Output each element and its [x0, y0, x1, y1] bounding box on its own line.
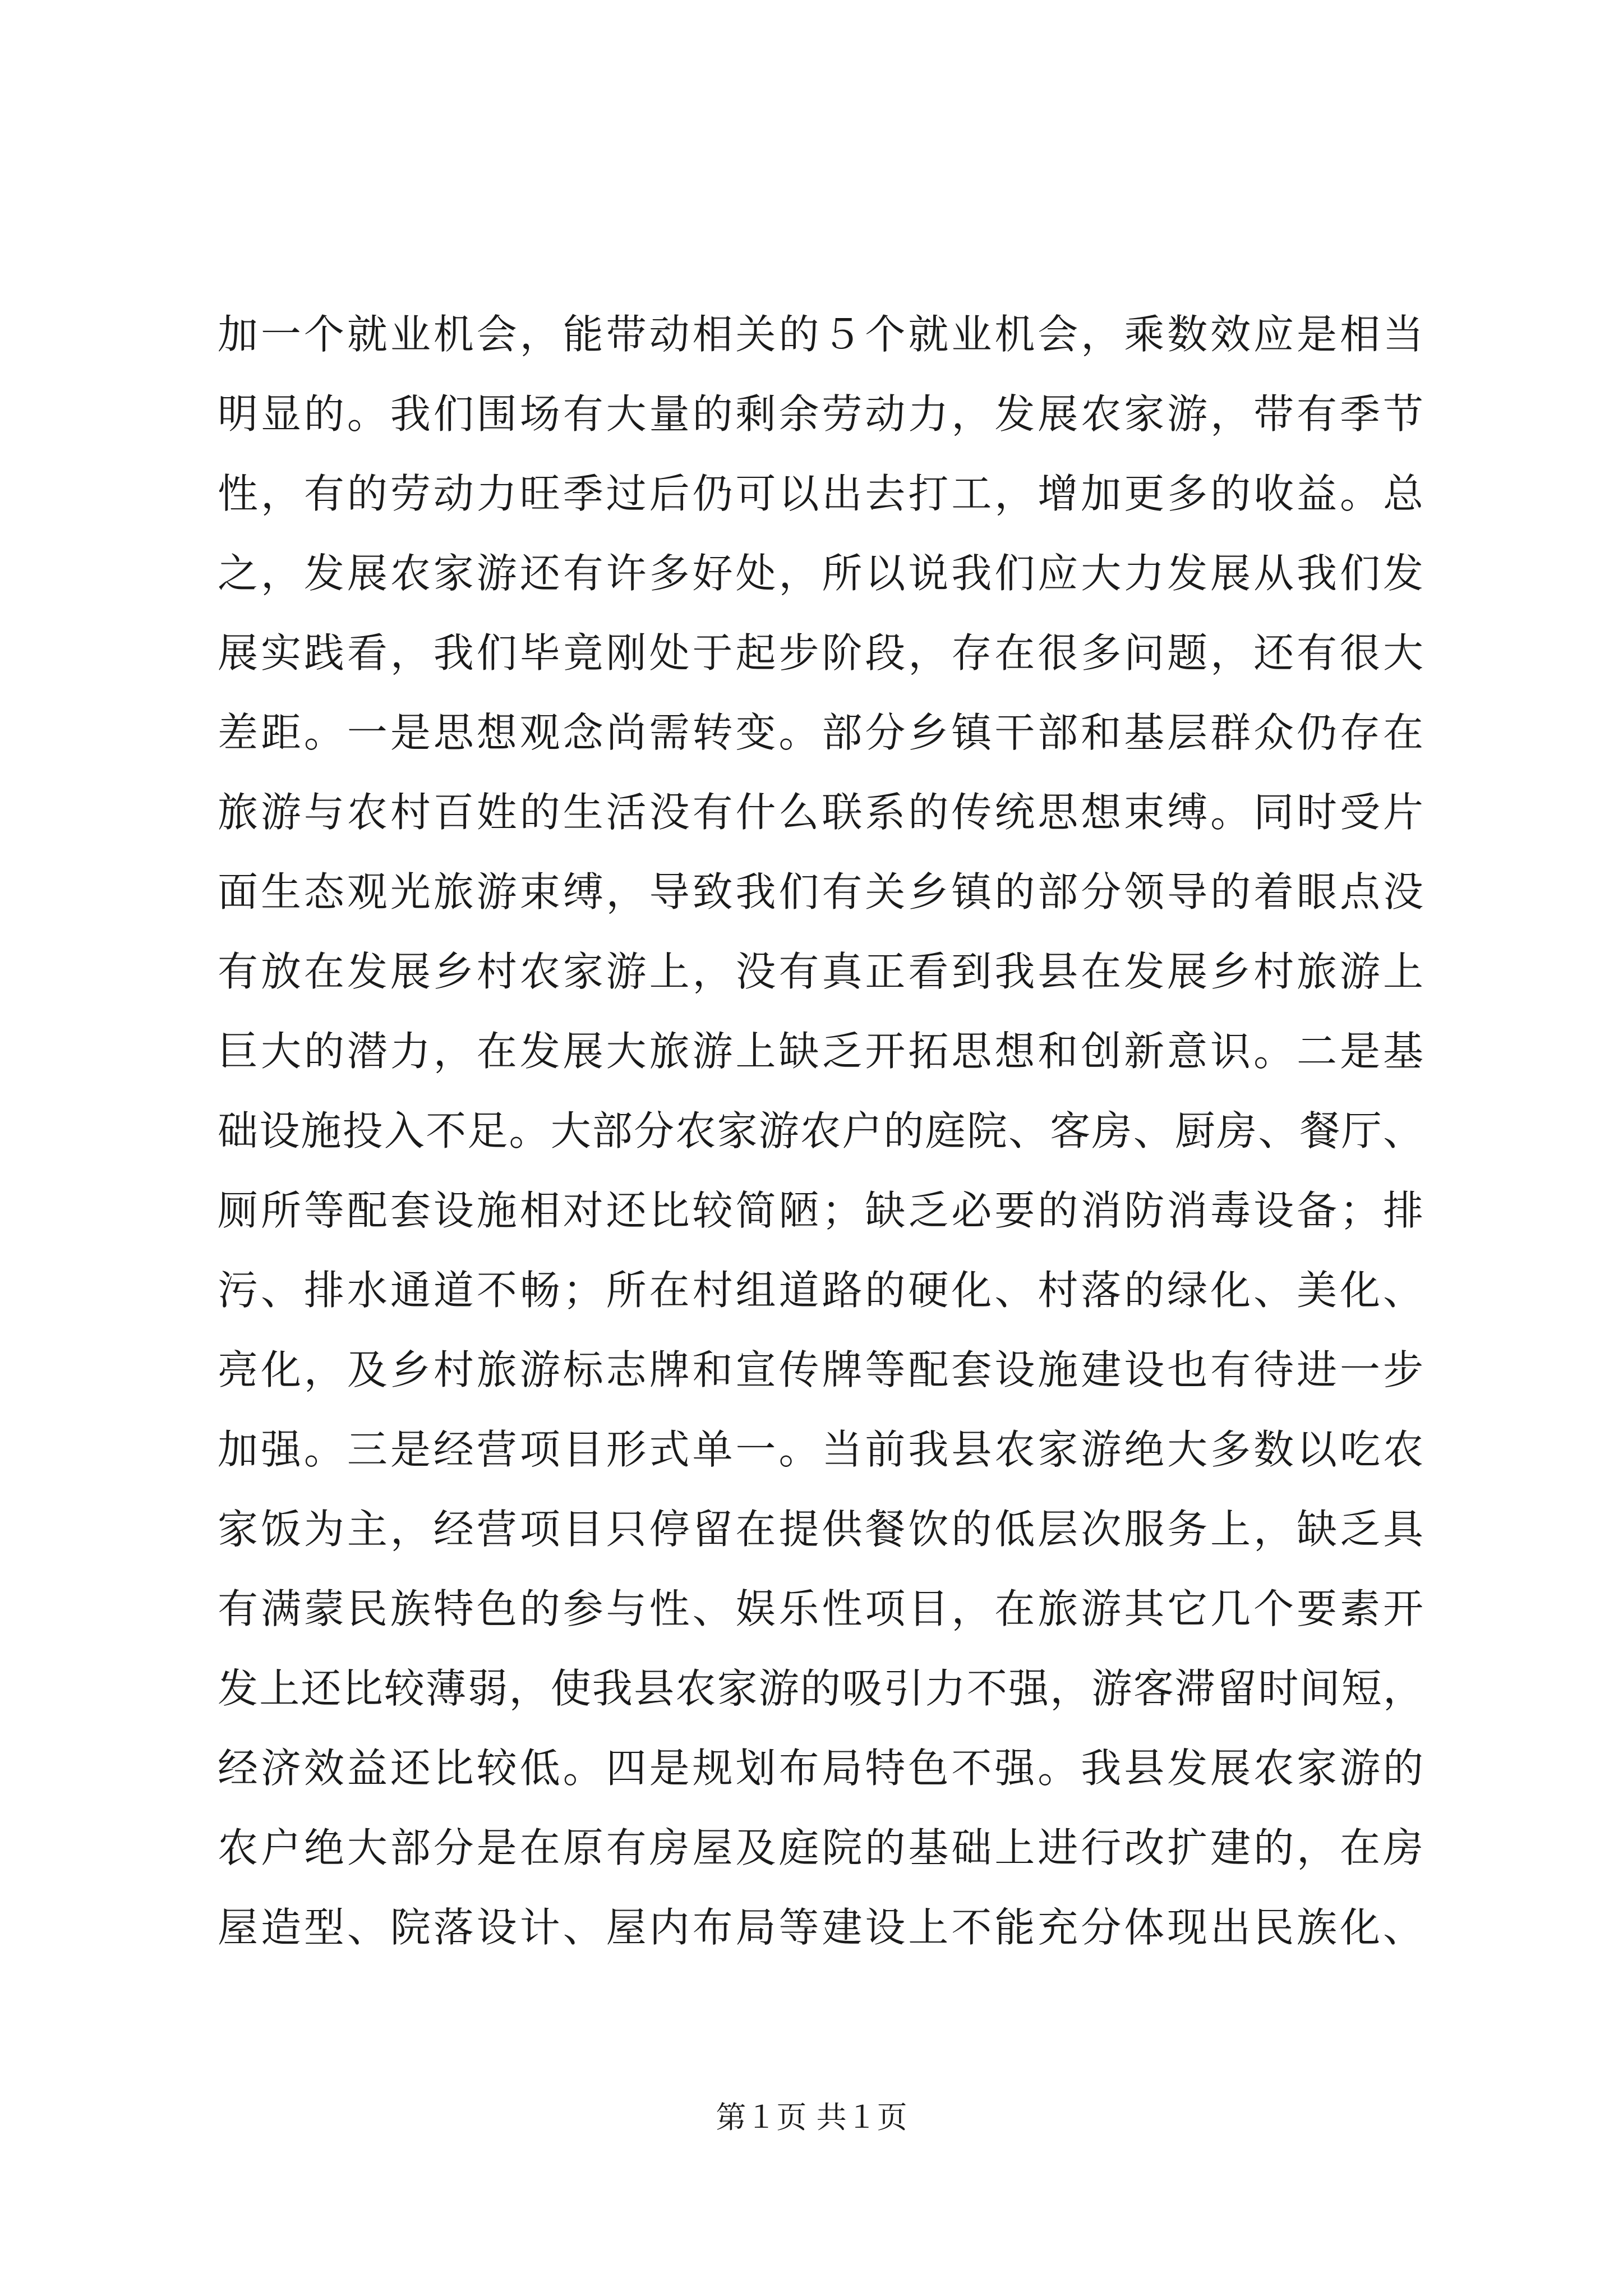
text-line: 有满蒙民族特色的参与性、娱乐性项目，在旅游其它几个要素开: [218, 1585, 1423, 1632]
text-line: 经济效益还比较低。四是规划布局特色不强。我县发展农家游的: [218, 1745, 1423, 1792]
text-line: 明显的。我们围场有大量的剩余劳动力，发展农家游，带有季节: [218, 390, 1423, 438]
text-line: 污、排水通道不畅；所在村组道路的硬化、村落的绿化、美化、: [218, 1267, 1423, 1314]
text-line: 有放在发展乡村农家游上，没有真正看到我县在发展乡村旅游上: [218, 948, 1423, 995]
text-line: 家饭为主，经营项目只停留在提供餐饮的低层次服务上，缺乏具: [218, 1506, 1423, 1553]
text-line: 性，有的劳动力旺季过后仍可以出去打工，增加更多的收益。总: [218, 470, 1423, 517]
text-line: 农户绝大部分是在原有房屋及庭院的基础上进行改扩建的，在房: [218, 1824, 1423, 1871]
text-line: 展实践看，我们毕竟刚处于起步阶段，存在很多问题，还有很大: [218, 629, 1423, 677]
text-line: 旅游与农村百姓的生活没有什么联系的传统思想束缚。同时受片: [218, 789, 1423, 836]
text-line: 亮化，及乡村旅游标志牌和宣传牌等配套设施建设也有待进一步: [218, 1346, 1423, 1393]
text-line: 屋造型、院落设计、屋内布局等建设上不能充分体现出民族化、: [218, 1904, 1423, 1951]
text-line: 厕所等配套设施相对还比较简陋；缺乏必要的消防消毒设备；排: [218, 1187, 1423, 1234]
text-line: 础设施投入不足。大部分农家游农户的庭院、客房、厨房、餐厅、: [218, 1107, 1423, 1154]
text-line: 发上还比较薄弱，使我县农家游的吸引力不强，游客滞留时间短，: [218, 1665, 1423, 1712]
page-footer: 第１页 共１页: [716, 2100, 907, 2135]
text-line: 加一个就业机会，能带动相关的５个就业机会，乘数效应是相当: [218, 311, 1423, 358]
text-line: 加强。三是经营项目形式单一。当前我县农家游绝大多数以吃农: [218, 1426, 1423, 1473]
text-line: 之，发展农家游还有许多好处，所以说我们应大力发展从我们发: [218, 550, 1423, 597]
text-line: 面生态观光旅游束缚，导致我们有关乡镇的部分领导的着眼点没: [218, 868, 1423, 915]
text-line: 巨大的潜力，在发展大旅游上缺乏开拓思想和创新意识。二是基: [218, 1028, 1423, 1075]
body-paragraph: [218, 295, 1423, 1967]
text-line: 差距。一是思想观念尚需转变。部分乡镇干部和基层群众仍存在: [218, 709, 1423, 756]
